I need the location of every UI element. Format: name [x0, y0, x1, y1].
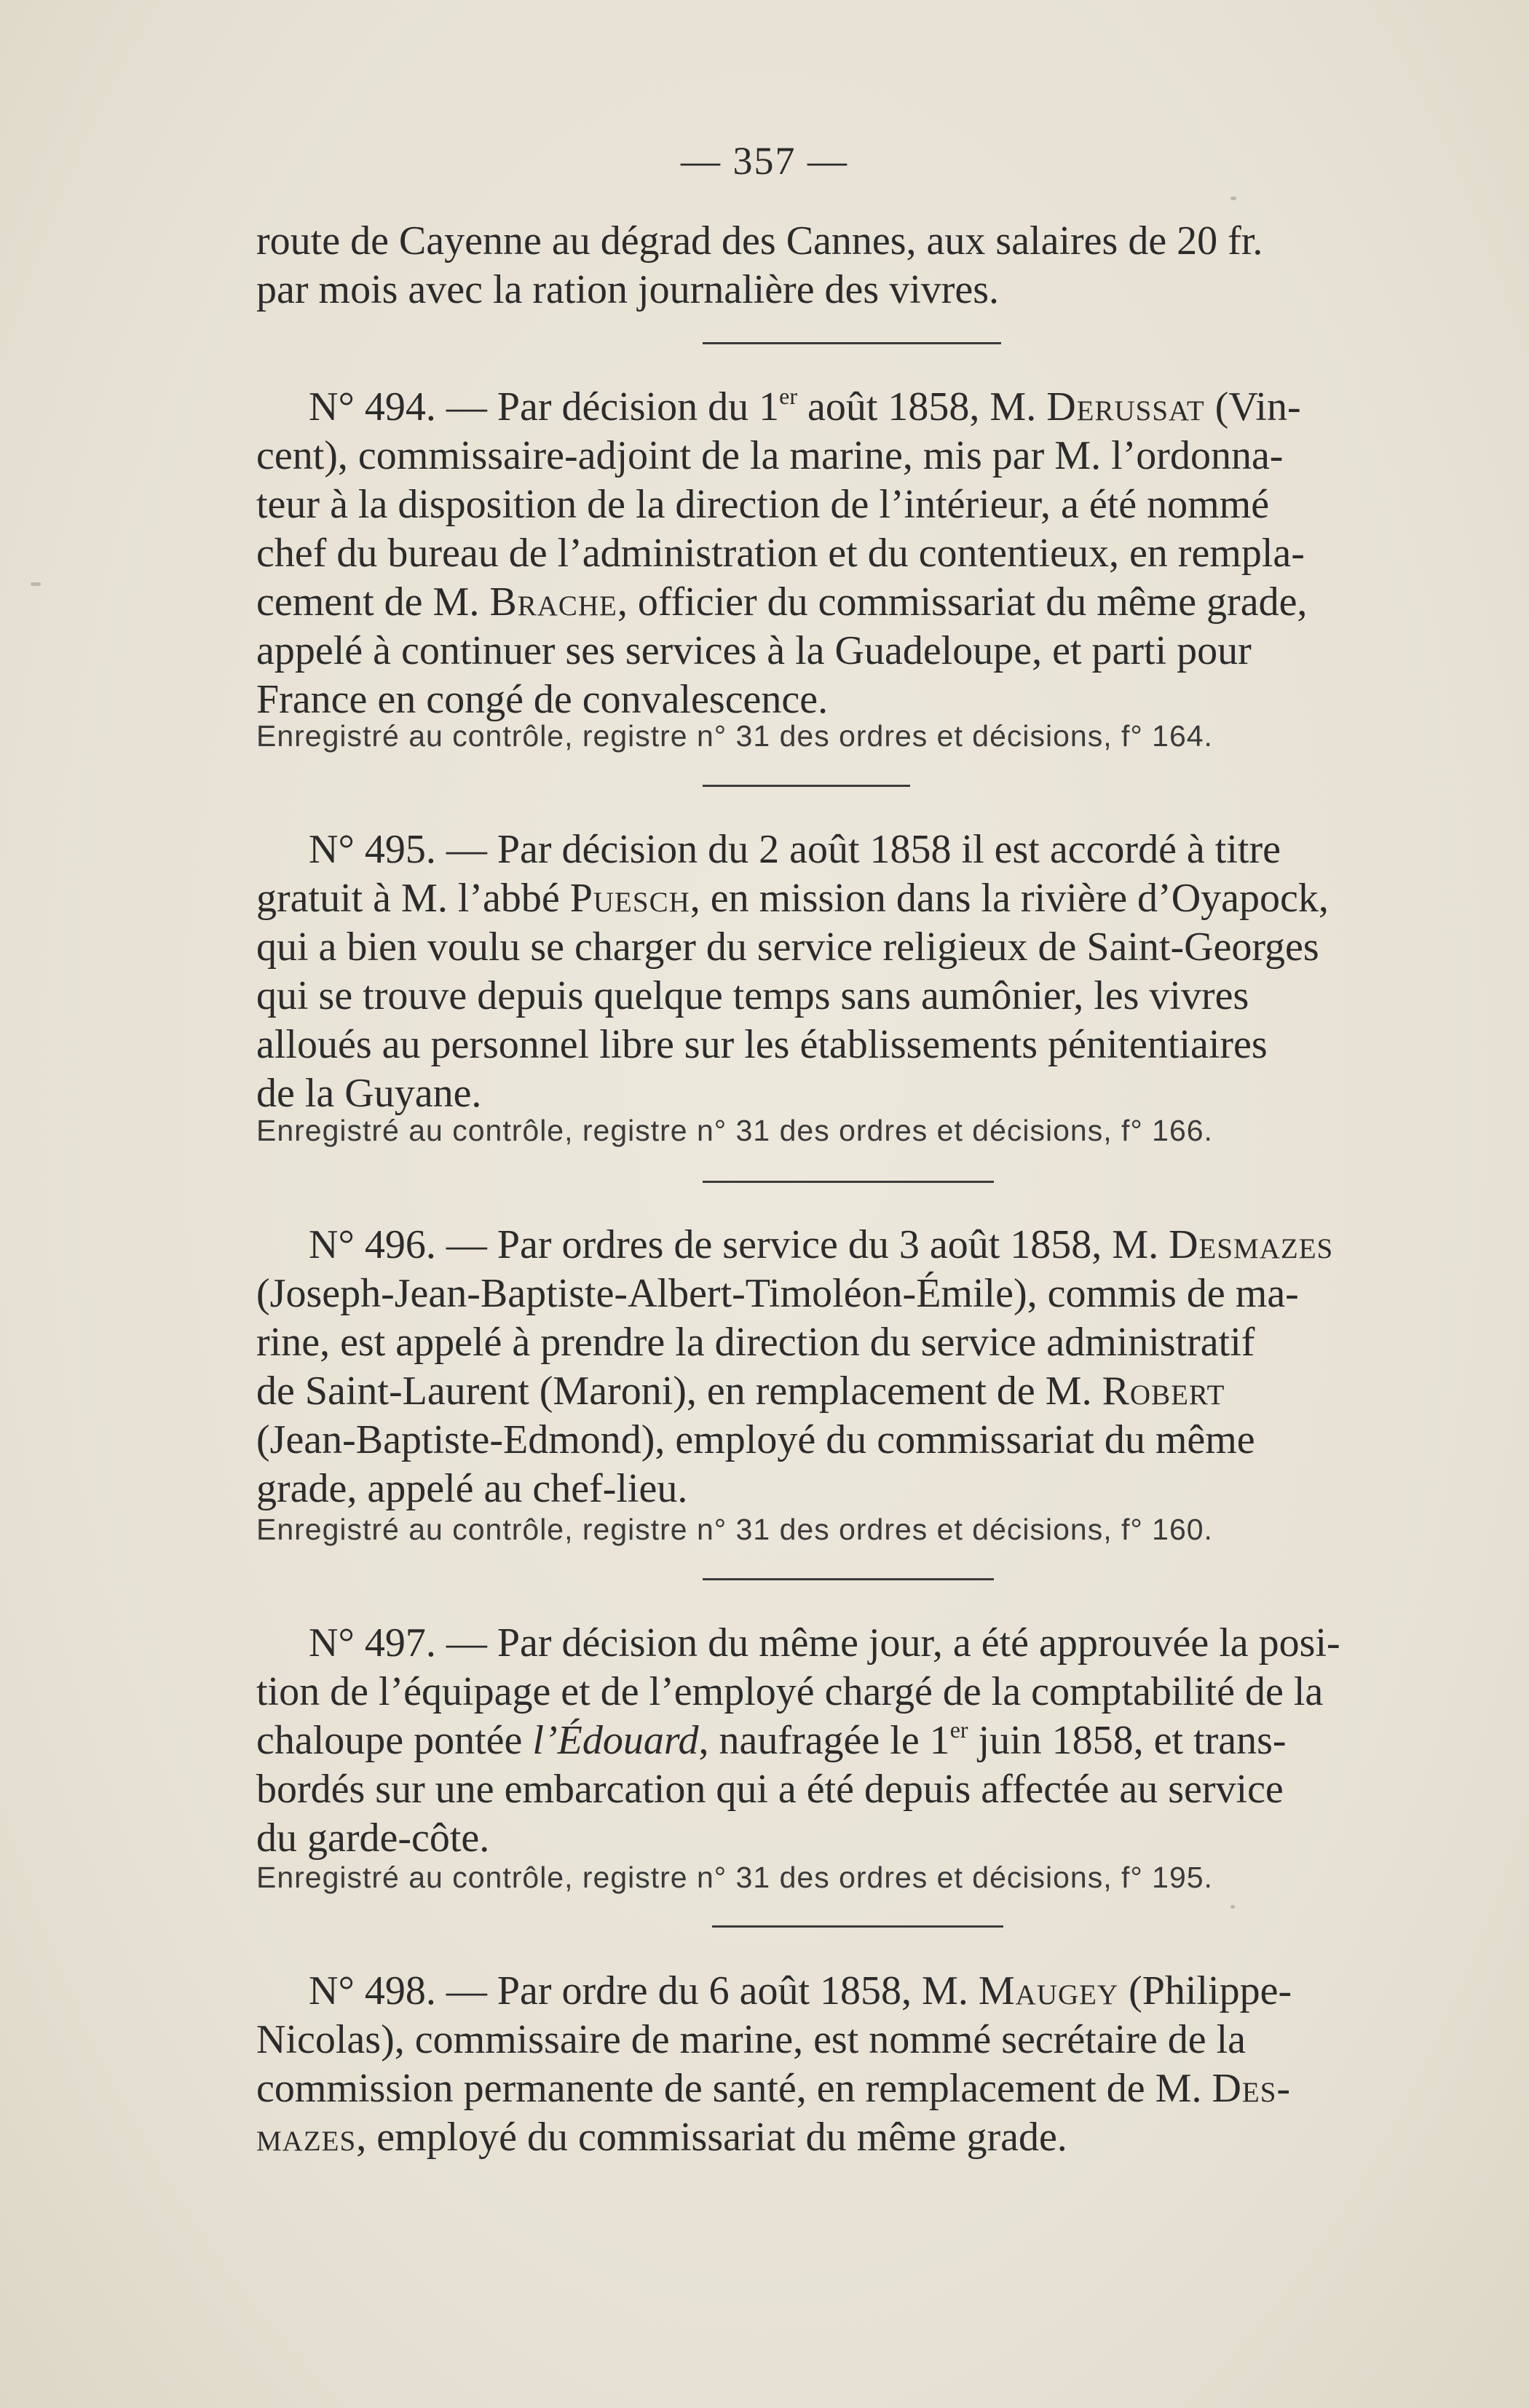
entry-number: N° 494.	[309, 384, 436, 429]
entry-number: N° 497.	[309, 1620, 436, 1666]
separator-rule	[703, 1578, 994, 1580]
text-line: bordés sur une embarcation qui a été depuis affectée au service	[256, 1767, 1284, 1812]
continuation-paragraph	[256, 217, 1443, 314]
entry-first-line: N° 496. — Par ordres de service du 3 août 1858, M. Desmazes	[309, 1222, 1334, 1267]
entry-495	[256, 825, 1443, 1118]
person-name: Des-	[1212, 2066, 1292, 2111]
text-line: cent), commissaire-adjoint de la marine, mis par M. l’ordonna-	[256, 433, 1284, 478]
entry-number: N° 495.	[309, 827, 436, 872]
entry-497	[256, 1619, 1443, 1863]
text-line: gratuit à M. l’abbé Puesch, en mission dans la rivière d’Oyapock,	[256, 876, 1329, 921]
person-name: Brache	[489, 579, 617, 625]
entry-first-line: N° 494. — Par décision du 1er août 1858, M. Derussat (Vin-	[309, 383, 1301, 429]
text-line: mazes, employé du commissariat du même grade.	[256, 2115, 1067, 2160]
entry-494	[256, 383, 1443, 724]
register-note: Enregistré au contrôle, registre n° 31 des ordres et décisions, f° 166.	[256, 1114, 1213, 1147]
separator-rule	[703, 342, 1001, 344]
text-line: alloués au personnel libre sur les établissements pénitentiaires	[256, 1022, 1268, 1067]
paper-speck	[31, 582, 41, 586]
text-line: commission permanente de santé, en remplacement de M. Des-	[256, 2066, 1292, 2111]
text-line: de la Guyane.	[256, 1071, 482, 1116]
text-line: grade, appelé au chef-lieu.	[256, 1466, 688, 1511]
entry-first-line: N° 497. — Par décision du même jour, a été approuvée la posi-	[309, 1620, 1340, 1666]
separator-rule	[712, 1925, 1003, 1928]
text-line: route de Cayenne au dégrad des Cannes, aux salaires de 20 fr.	[256, 218, 1263, 264]
paper-speck	[1230, 1905, 1235, 1909]
separator-rule	[703, 785, 910, 787]
text-line: par mois avec la ration journalière des vivres.	[256, 267, 1000, 312]
person-name: Robert	[1102, 1369, 1225, 1414]
register-note: Enregistré au contrôle, registre n° 31 des ordres et décisions, f° 195.	[256, 1861, 1213, 1894]
separator-rule	[703, 1181, 994, 1183]
person-name: mazes	[256, 2115, 357, 2160]
person-name: Maugey	[978, 1968, 1119, 2013]
text-line: Nicolas), commissaire de marine, est nommé secrétaire de la	[256, 2017, 1246, 2062]
paper-speck	[1230, 197, 1236, 200]
text-line: appelé à continuer ses services à la Guadeloupe, et parti pour	[256, 628, 1252, 673]
text-line: (Jean-Baptiste-Edmond), employé du commissariat du même	[256, 1417, 1255, 1462]
entry-first-line: N° 498. — Par ordre du 6 août 1858, M. Maugey (Philippe-	[309, 1968, 1292, 2013]
entry-first-line: N° 495. — Par décision du 2 août 1858 il est accordé à titre	[309, 827, 1281, 872]
text-line: cement de M. Brache, officier du commissariat du même grade,	[256, 579, 1308, 625]
text-line: de Saint-Laurent (Maroni), en remplacement de M. Robert	[256, 1369, 1225, 1414]
text-line: rine, est appelé à prendre la direction du service administratif	[256, 1320, 1255, 1365]
entry-number: N° 498.	[309, 1968, 436, 2013]
ship-name: l’Édouard	[532, 1718, 699, 1763]
entry-496	[256, 1221, 1443, 1513]
text-line: (Joseph-Jean-Baptiste-Albert-Timoléon-Émile), commis de ma-	[256, 1271, 1299, 1316]
entry-number: N° 496.	[309, 1222, 436, 1267]
person-name: Puesch	[569, 876, 690, 921]
entry-498	[256, 1967, 1443, 2162]
person-name: Desmazes	[1169, 1222, 1334, 1267]
text-line: du garde-côte.	[256, 1815, 490, 1861]
register-note: Enregistré au contrôle, registre n° 31 des ordres et décisions, f° 160.	[256, 1513, 1213, 1546]
text-line: France en congé de convalescence.	[256, 677, 829, 722]
text-line: tion de l’équipage et de l’employé chargé de la comptabilité de la	[256, 1669, 1324, 1714]
person-name: Derussat	[1046, 384, 1205, 429]
text-line: teur à la disposition de la direction de l’intérieur, a été nommé	[256, 482, 1270, 527]
text-line: qui se trouve depuis quelque temps sans aumônier, les vivres	[256, 973, 1249, 1018]
text-line: chaloupe pontée l’Édouard, naufragée le 1er juin 1858, et trans-	[256, 1716, 1287, 1763]
text-line: chef du bureau de l’administration et du contentieux, en rempla-	[256, 531, 1305, 576]
register-note: Enregistré au contrôle, registre n° 31 des ordres et décisions, f° 164.	[256, 719, 1213, 753]
text-line: qui a bien voulu se charger du service religieux de Saint-Georges	[256, 924, 1319, 970]
page-number: — 357 —	[681, 139, 848, 183]
